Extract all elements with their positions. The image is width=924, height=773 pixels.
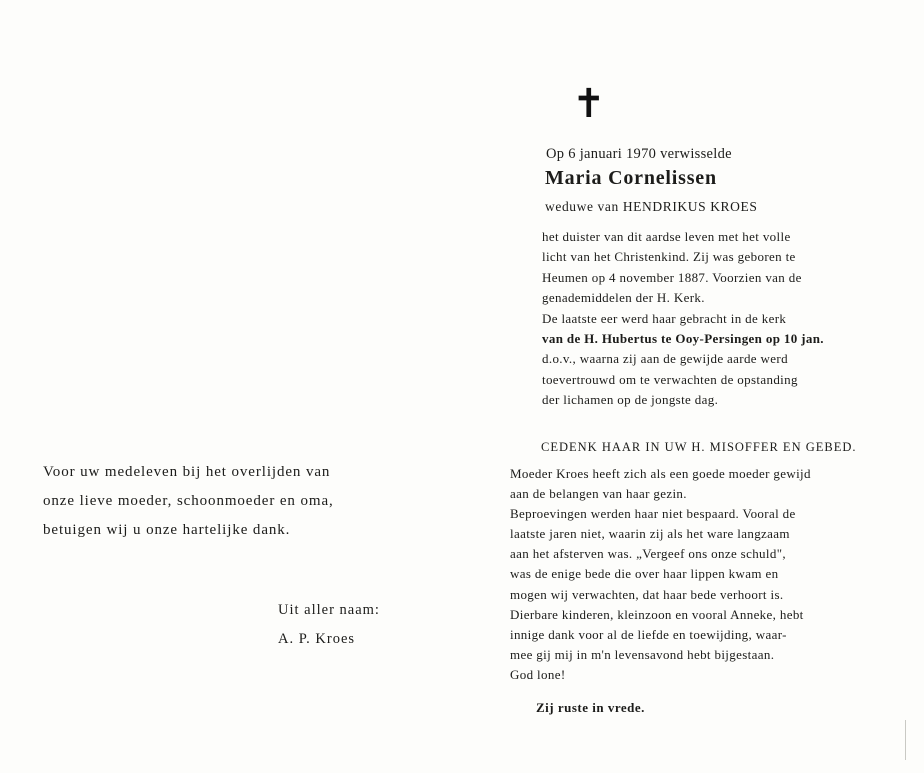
paper-edge-mark bbox=[905, 720, 906, 760]
deceased-name: Maria Cornelissen bbox=[545, 167, 717, 189]
cross-icon: ✝ bbox=[572, 81, 606, 127]
tribute-line: mee gij mij in m'n levensavond hebt bijgestaan. bbox=[510, 646, 775, 662]
rest-in-peace-text: Zij ruste in vrede. bbox=[536, 700, 645, 715]
tribute-line: innige dank voor al de liefde en toewijding, waar- bbox=[510, 626, 787, 642]
signoff bbox=[278, 596, 380, 654]
bio-line: licht van het Christenkind. Zij was geboren te bbox=[542, 249, 796, 265]
tribute-paragraph bbox=[510, 464, 876, 685]
thanks-line: Voor uw medeleven bij het overlijden van bbox=[43, 464, 331, 480]
tribute-line: Beproevingen werden haar niet bespaard. Vooral de bbox=[510, 506, 796, 522]
tribute-line: aan het afsterven was. „Vergeef ons onze schuld", bbox=[510, 546, 786, 562]
thanks-line: betuigen wij u onze hartelijke dank. bbox=[43, 522, 291, 538]
bio-line: d.o.v., waarna zij aan de gewijde aarde werd bbox=[542, 351, 788, 367]
thanks-paragraph bbox=[43, 458, 411, 545]
tribute-line: mogen wij verwachten, dat haar bede verhoort is. bbox=[510, 586, 784, 602]
signoff-label: Uit aller naam: bbox=[278, 602, 380, 618]
tribute-line: Moeder Kroes heeft zich als een goede moeder gewijd bbox=[510, 466, 811, 481]
prayer-heading: CEDENK HAAR IN UW H. MISOFFER EN GEBED. bbox=[541, 440, 857, 454]
tribute-line: laatste jaren niet, waarin zij als het ware langzaam bbox=[510, 526, 790, 542]
tribute-line: aan de belangen van haar gezin. bbox=[510, 486, 687, 502]
biography-paragraph bbox=[542, 227, 874, 411]
intro-text: Op 6 januari 1970 verwisselde bbox=[546, 146, 732, 162]
bio-line: Heumen op 4 november 1887. Voorzien van de bbox=[542, 269, 802, 285]
bio-line: De laatste eer werd haar gebracht in de kerk bbox=[542, 310, 787, 326]
bio-line: genademiddelen der H. Kerk. bbox=[542, 290, 705, 306]
bio-line: toevertrouwd om te verwachten de opstanding bbox=[542, 371, 798, 387]
thanks-line: onze lieve moeder, schoonmoeder en oma, bbox=[43, 493, 334, 509]
widow-of-text: weduwe van HENDRIKUS KROES bbox=[545, 199, 758, 214]
tribute-line: God lone! bbox=[510, 666, 566, 682]
bio-line: van de H. Hubertus te Ooy-Persingen op 10 jan. bbox=[542, 331, 824, 347]
signoff-name: A. P. Kroes bbox=[278, 631, 356, 647]
tribute-line: was de enige bede die over haar lippen kwam en bbox=[510, 566, 779, 582]
tribute-line: Dierbare kinderen, kleinzoon en vooral Anneke, hebt bbox=[510, 606, 804, 622]
bio-line: der lichamen op de jongste dag. bbox=[542, 392, 719, 408]
bio-line: het duister van dit aardse leven met het volle bbox=[542, 229, 791, 244]
